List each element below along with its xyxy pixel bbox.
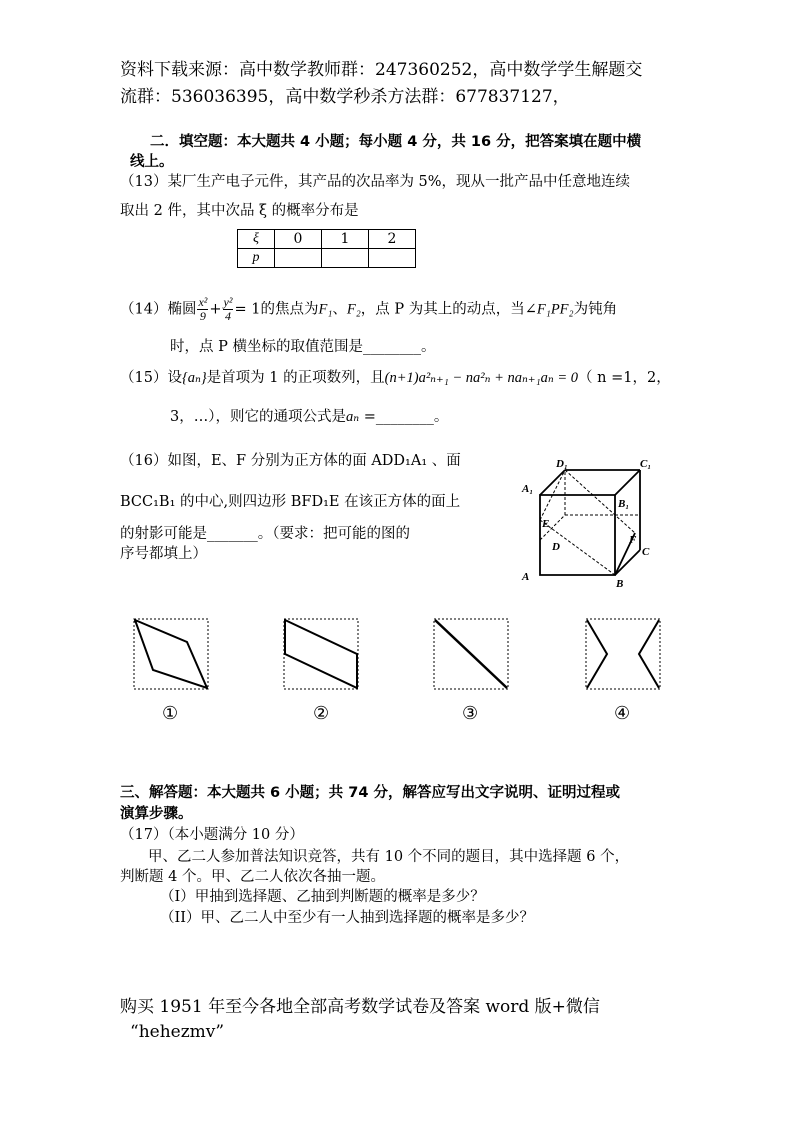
table-cell: 2	[369, 230, 416, 249]
table-cell	[322, 249, 369, 268]
q16-line2: BCC₁B₁ 的中心,则四边形 BFD₁E 在该正方体的面上	[120, 494, 461, 510]
q13-line2: 取出 2 件，其中次品 ξ 的概率分布是	[120, 203, 359, 219]
fraction-x2-9	[197, 296, 208, 323]
cube-label-c: C	[642, 546, 650, 558]
q15-line2-b: =________。	[359, 409, 449, 425]
projection-figure-3	[433, 618, 509, 690]
frac-num: y²	[223, 295, 233, 309]
figure-label-4: ④	[614, 703, 631, 724]
q14-rest2: 为钝角	[573, 301, 618, 318]
section3-title-line1: 三、解答题：本大题共 6 小题；共 74 分，解答应写出文字说明、证明过程或	[120, 785, 620, 801]
q16-line4: 序号都填上）	[120, 546, 207, 562]
q13-line1: （13）某厂生产电子元件，其产品的次品率为 5%，现从一批产品中任意地连续	[120, 174, 631, 190]
q17-line2: 判断题 4 个。甲、乙二人依次各抽一题。	[120, 869, 385, 885]
q16-line1: （16）如图，E、F 分别为正方体的面 ADD₁A₁ 、面	[120, 453, 461, 469]
q15-line2	[170, 405, 448, 426]
equals-one: = 1	[234, 301, 261, 318]
footer-line1: 购买 1951 年至今各地全部高考数学试卷及答案 word 版+微信	[120, 997, 600, 1017]
an-symbol: aₙ	[345, 409, 360, 425]
footer-line2: “hehezmv”	[130, 1022, 225, 1042]
figure-label-3: ③	[462, 703, 479, 724]
cube-label-c1: C₁	[640, 458, 652, 470]
plus-sign: +	[209, 301, 222, 318]
table-cell: ξ	[238, 230, 275, 249]
header-line-1: 资料下载来源：高中数学教师群：247360252，高中数学学生解题交	[120, 60, 643, 80]
projection-figure-4	[585, 618, 661, 690]
q14-line2: 时，点 P 横坐标的取值范围是________。	[170, 339, 436, 355]
recurrence-formula: (n+1)a²ₙ₊₁ − na²ₙ + naₙ₊₁aₙ = 0	[384, 370, 579, 386]
header-line-2: 流群：536036395，高中数学秒杀方法群：677837127，	[120, 87, 570, 107]
q15-line1	[120, 366, 671, 387]
q14-line1	[120, 296, 617, 323]
section2-title-line2: 线上。	[130, 154, 174, 170]
table-cell	[275, 249, 322, 268]
cube-label-d1: D₁	[556, 458, 568, 470]
section2-title-line1: 二．填空题：本大题共 4 小题；每小题 4 分，共 16 分，把答案填在题中横	[150, 134, 642, 150]
table-row	[238, 230, 416, 249]
table-cell: 0	[275, 230, 322, 249]
separator: 、	[332, 301, 347, 318]
table-cell: p	[238, 249, 275, 268]
probability-table	[237, 229, 416, 268]
q15-cond: （ n =1，2，	[578, 370, 671, 386]
figure-label-1: ①	[162, 703, 179, 724]
table-cell	[369, 249, 416, 268]
cube-label-d: D	[552, 541, 560, 553]
q15-mid: 是首项为 1 的正项数列，且	[206, 370, 385, 386]
q15-prefix: （15）设	[120, 370, 182, 386]
cube-diagram	[510, 455, 670, 590]
cube-label-f: F	[629, 534, 637, 546]
focus-f2: F₂	[346, 301, 361, 318]
figure-label-2: ②	[313, 703, 330, 724]
cube-label-b: B	[616, 578, 624, 590]
projection-figure-2	[283, 618, 359, 690]
frac-den: 4	[225, 309, 232, 323]
q17-part2: （II）甲、乙二人中至少有一人抽到选择题的概率是多少？	[160, 910, 534, 926]
focus-f1: F₁	[318, 301, 333, 318]
sequence-an: {aₙ}	[181, 370, 207, 386]
q14-rest1: ，点 P 为其上的动点，当	[360, 301, 525, 318]
projection-figure-1	[133, 618, 209, 690]
frac-den: 9	[199, 309, 206, 323]
cube-label-e: E	[542, 518, 550, 530]
cube-label-b1: B₁	[618, 498, 630, 510]
table-cell: 1	[322, 230, 369, 249]
fraction-y2-4	[223, 296, 234, 323]
q14-mid: 的焦点为	[260, 301, 319, 318]
cube-label-a: A	[522, 571, 530, 583]
q16-line3: 的射影可能是_______。（要求：把可能的图的	[120, 526, 410, 542]
angle-f1pf2: ∠F₁PF₂	[524, 301, 574, 318]
q17-header: （17）（本小题满分 10 分）	[120, 827, 304, 843]
cube-label-a1: A₁	[522, 483, 534, 495]
q14-prefix: （14）椭圆	[120, 301, 197, 318]
table-row	[238, 249, 416, 268]
visible-edges	[540, 470, 640, 575]
q15-line2-a: 3，…），则它的通项公式是	[170, 409, 346, 425]
q17-part1: （I）甲抽到选择题、乙抽到判断题的概率是多少？	[160, 889, 485, 905]
section3-title-line2: 演算步骤。	[120, 806, 193, 822]
frac-num: x²	[198, 295, 208, 309]
q17-line1: 甲、乙二人参加普法知识竞答，共有 10 个不同的题目，其中选择题 6 个，	[148, 849, 630, 865]
